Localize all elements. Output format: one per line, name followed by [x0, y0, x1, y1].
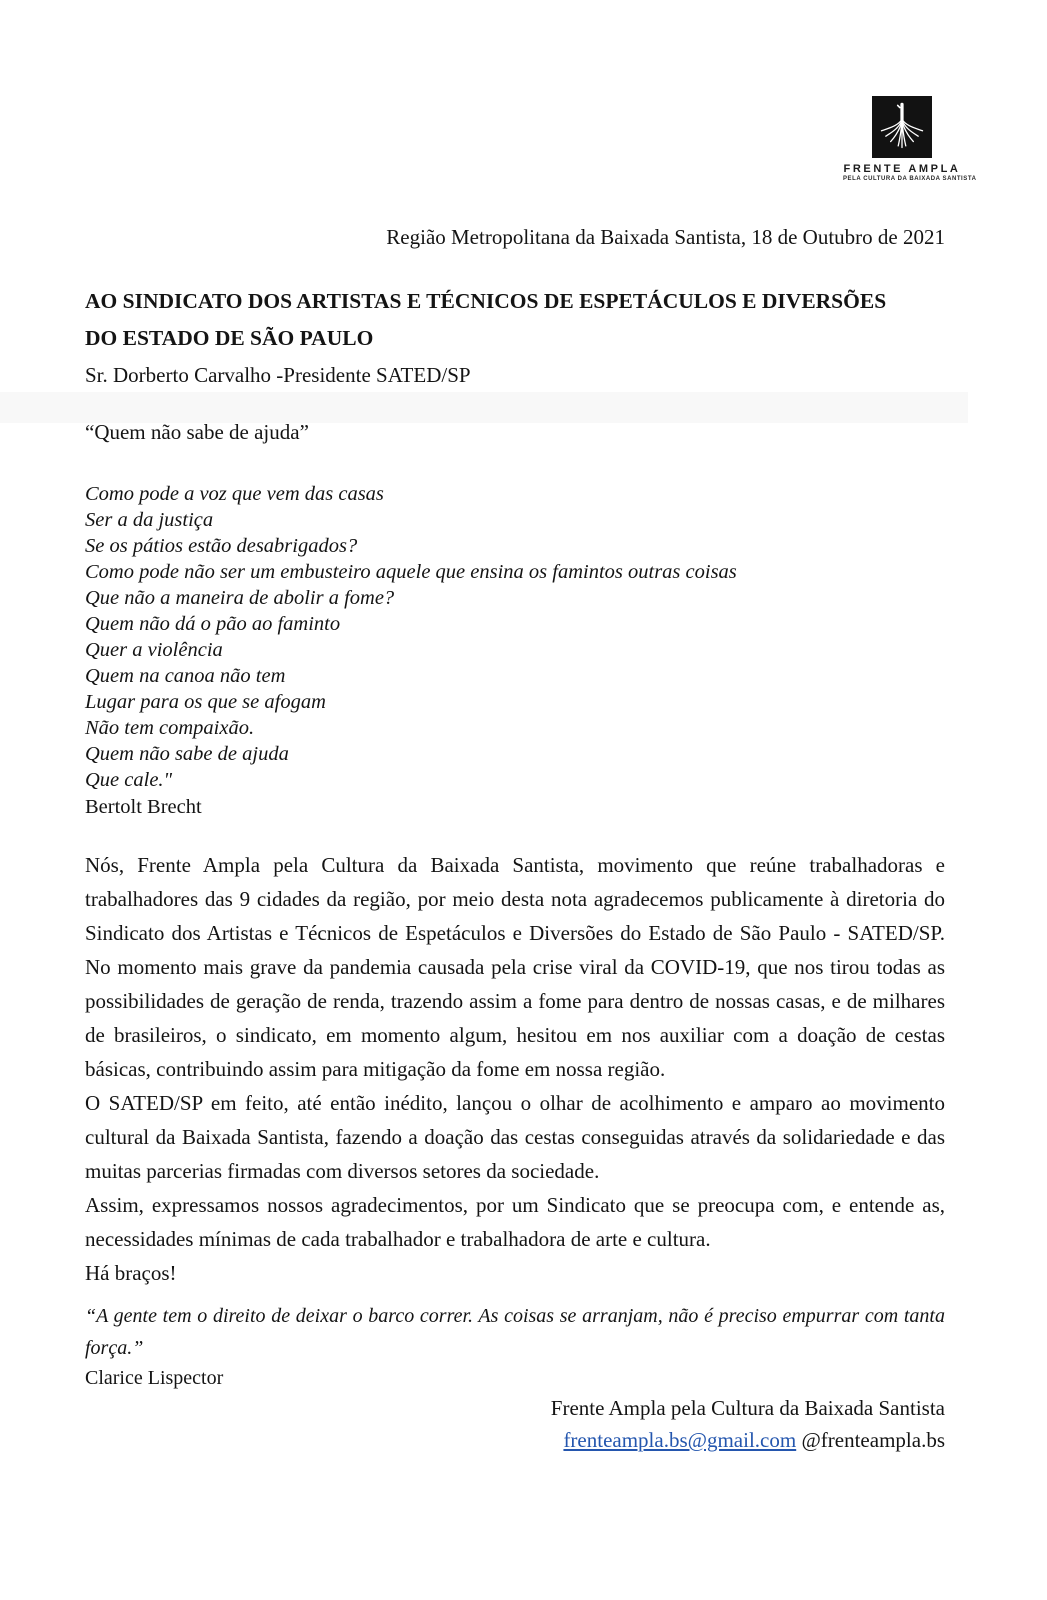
- body-paragraph: O SATED/SP em feito, até então inédito, lançou o olhar de acolhimento e amparo ao movimento cultural da Baixada Santista, fazendo a doação das cestas conseguidas através da solidariedade e das muitas parcerias firmadas com diversos setores da sociedade.: [85, 1091, 945, 1183]
- epigraph-quote: “Quem não sabe de ajuda”: [85, 420, 309, 444]
- poem-line: Que não a maneira de abolir a fome?: [85, 587, 395, 609]
- poem-line: Quer a violência: [85, 639, 223, 661]
- poem-line: Não tem compaixão.: [85, 717, 255, 739]
- body-paragraphs: [85, 848, 945, 1256]
- poem-line: Como pode a voz que vem das casas: [85, 483, 384, 505]
- signature-block: [85, 1392, 945, 1456]
- recipient-heading: [85, 283, 945, 357]
- recipient-heading-line: AO SINDICATO DOS ARTISTAS E TÉCNICOS DE ESPETÁCULOS E DIVERSÕES: [85, 289, 887, 313]
- body-paragraph: Nós, Frente Ampla pela Cultura da Baixada Santista, movimento que reúne trabalhadoras e trabalhadores das 9 cidades da região, por meio desta nota agradecemos publicamente à diretoria do Sindicato dos Artistas e Técnicos de Espetáculos e Diversões do Estado de São Paulo - SATED/SP. No momento mais grave da pandemia causada pela crise viral da COVID-19, que nos tirou todas as possibilidades de geração de renda, trazendo assim a fome para dentro de nossas casas, e de milhares de brasileiros, o sindicato, em momento algum, hesitou em nos auxiliar com a doação de cestas básicas, contribuindo assim para mitigação da fome em nossa região.: [85, 853, 945, 1081]
- signature-contact-line: [85, 1424, 945, 1456]
- poem-line: Quem na canoa não tem: [85, 665, 286, 687]
- logo-wordmark: FRENTE AMPLA: [843, 163, 961, 175]
- closing-quote-author: Clarice Lispector: [85, 1367, 224, 1389]
- poem-line: Lugar para os que se afogam: [85, 691, 326, 713]
- poem-block: [85, 481, 945, 793]
- poem-author: Bertolt Brecht: [85, 796, 202, 818]
- body-paragraph: Assim, expressamos nossos agradecimentos, por um Sindicato que se preocupa com, e entende as, necessidades mínimas de cada trabalhador e trabalhadora de arte e cultura.: [85, 1193, 945, 1251]
- logo-tagline: PELA CULTURA DA BAIXADA SANTISTA: [843, 176, 977, 182]
- signature-org: Frente Ampla pela Cultura da Baixada Santista: [550, 1396, 945, 1420]
- poem-line: Ser a da justiça: [85, 509, 214, 531]
- poem-line: Quem não sabe de ajuda: [85, 743, 289, 765]
- closing-quote: “A gente tem o direito de deixar o barco correr. As coisas se arranjam, não é preciso empurrar com tanta força.”: [85, 1305, 945, 1359]
- social-handle: @frenteampla.bs: [801, 1428, 945, 1452]
- poem-line: Como pode não ser um embusteiro aquele que ensina os famintos outras coisas: [85, 561, 737, 583]
- poem-line: Quem não dá o pão ao faminto: [85, 613, 341, 635]
- email-link[interactable]: frenteampla.bs@gmail.com: [563, 1428, 797, 1452]
- date-line: Região Metropolitana da Baixada Santista, 18 de Outubro de 2021: [386, 225, 945, 249]
- addressee-line: Sr. Dorberto Carvalho -Presidente SATED/SP: [85, 363, 471, 387]
- recipient-heading-line: DO ESTADO DE SÃO PAULO: [85, 326, 374, 350]
- poem-line: Que cale.": [85, 769, 173, 791]
- salutation-line: Há braços!: [85, 1261, 177, 1285]
- poem-line: Se os pátios estão desabrigados?: [85, 535, 358, 557]
